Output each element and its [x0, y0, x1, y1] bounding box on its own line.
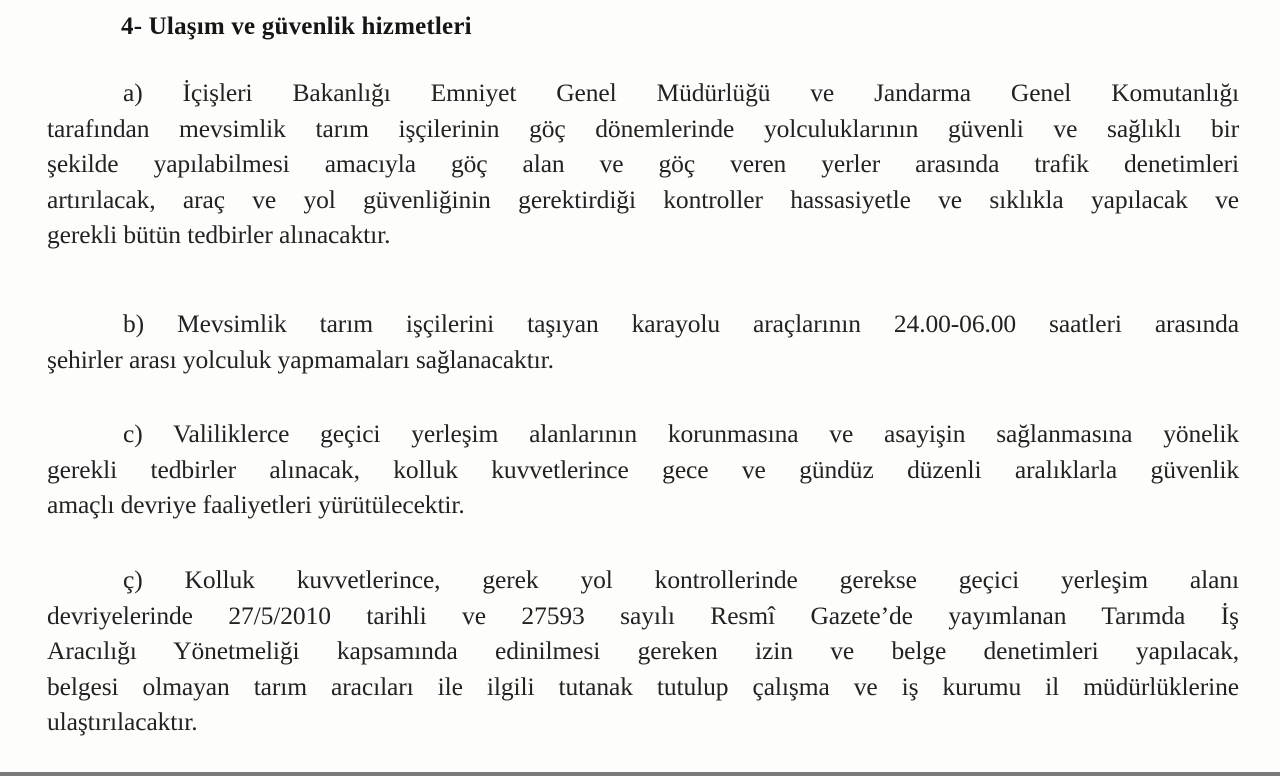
paragraph-line: gerekli tedbirler alınacak, kolluk kuvvetlerince gece ve gündüz düzenli aralıklarla güvenlik	[47, 454, 1239, 484]
paragraph-line: a) İçişleri Bakanlığı Emniyet Genel Müdürlüğü ve Jandarma Genel Komutanlığı	[123, 78, 1239, 107]
paragraph-line: amaçlı devriye faaliyetleri yürütülecektir.	[47, 490, 465, 519]
paragraph-b	[47, 306, 1239, 377]
paragraph-c-cedilla	[47, 562, 1239, 740]
paragraph-line: ç) Kolluk kuvvetlerince, gerek yol kontrollerinde gerekse geçici yerleşim alanı	[123, 565, 1239, 594]
bottom-divider	[0, 772, 1280, 776]
paragraph-line: devriyelerinde 27/5/2010 tarihli ve 27593 sayılı Resmî Gazete’de yayımlanan Tarımda İş	[47, 600, 1239, 630]
paragraph-line: şehirler arası yolculuk yapmamaları sağlanacaktır.	[47, 344, 554, 374]
paragraph-c	[47, 416, 1239, 523]
paragraph-line: tarafından mevsimlik tarım işçilerinin göç dönemlerinde yolculuklarının güvenli ve sağlıklı bir	[47, 113, 1239, 143]
paragraph-line: şekilde yapılabilmesi amacıyla göç alan ve göç veren yerler arasında trafik denetimleri	[47, 149, 1239, 178]
paragraph-line: Aracılığı Yönetmeliği kapsamında edinilmesi gereken izin ve belge denetimleri yapılacak,	[47, 636, 1239, 665]
paragraph-line: belgesi olmayan tarım aracıları ile ilgili tutanak tutulup çalışma ve iş kurumu il müdürlüklerine	[47, 671, 1239, 701]
paragraph-line: ulaştırılacaktır.	[47, 707, 198, 736]
paragraph-a	[47, 75, 1239, 253]
paragraph-line: c) Valiliklerce geçici yerleşim alanlarının korunmasına ve asayişin sağlanmasına yönelik	[123, 419, 1239, 448]
paragraph-line: gerekli bütün tedbirler alınacaktır.	[47, 220, 391, 249]
section-heading: 4- Ulaşım ve güvenlik hizmetleri	[121, 13, 472, 40]
paragraph-line: artırılacak, araç ve yol güvenliğinin gerektirdiği kontroller hassasiyetle ve sıklıkla yapılacak ve	[47, 184, 1239, 214]
paragraph-line: b) Mevsimlik tarım işçilerini taşıyan karayolu araçlarının 24.00-06.00 saatleri arasında	[123, 309, 1239, 338]
